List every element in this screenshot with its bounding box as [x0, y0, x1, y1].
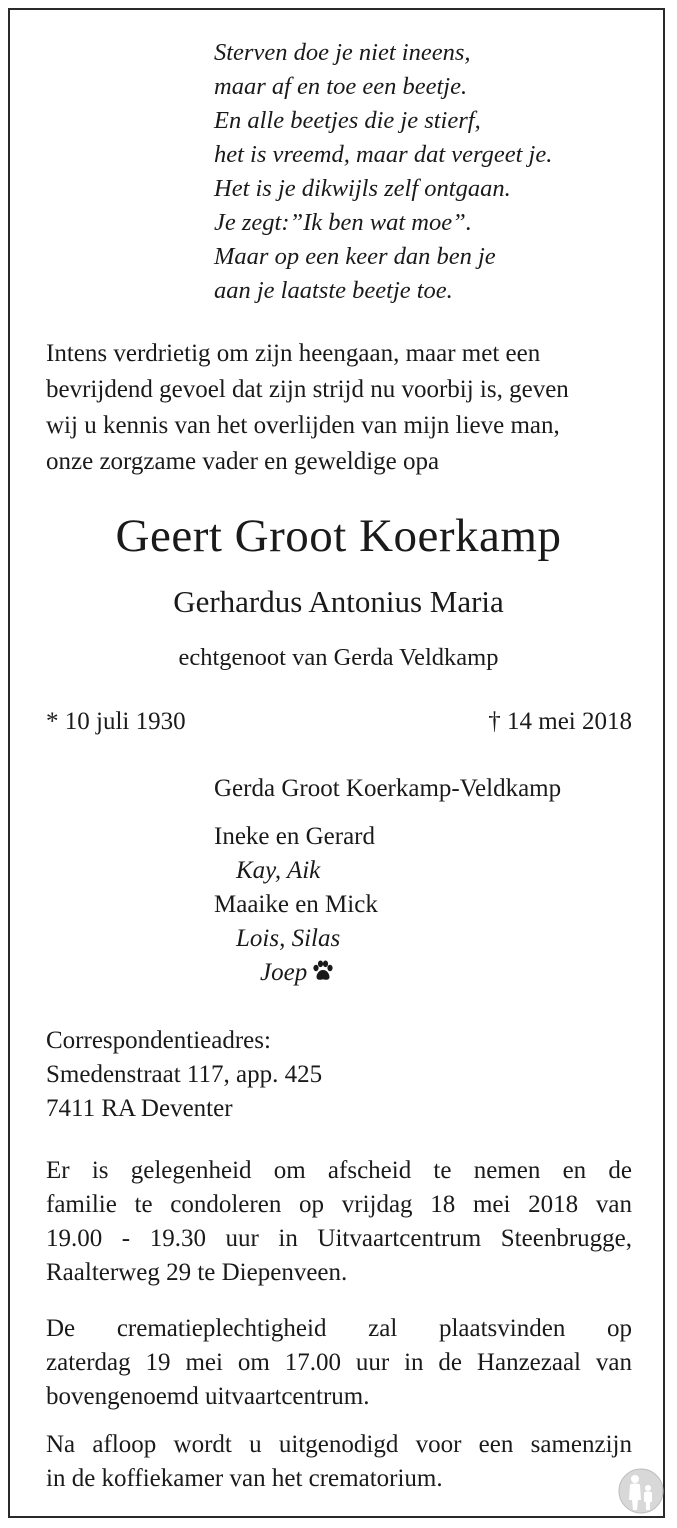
paragraph-line: 19.00 - 19.30 uur in Uitvaartcentrum Steenbrugge, — [46, 1225, 632, 1252]
deceased-name: Geert Groot Koerkamp — [115, 510, 562, 562]
paragraph-line: Er is gelegenheid om afscheid te nemen en de — [46, 1157, 632, 1184]
cremation-paragraph — [46, 1312, 632, 1414]
family-children: Kay, Aik — [236, 857, 321, 884]
family-grandchild-row — [214, 956, 561, 990]
poem-line: Je zegt:”Ik ben wat moe”. — [214, 209, 472, 236]
family-children: Lois, Silas — [236, 925, 341, 952]
paragraph-line: in de koffiekamer van het crematorium. — [46, 1465, 443, 1492]
paragraph-line: Na afloop wordt u uitgenodigd voor een samenzijn — [46, 1431, 632, 1458]
correspondence-address — [46, 1024, 322, 1126]
address-street: Smedenstraat 117, app. 425 — [46, 1061, 323, 1088]
paragraph-line: Raalterweg 29 te Diepenveen. — [46, 1259, 348, 1286]
deceased-full-name: Gerhardus Antonius Maria — [173, 584, 504, 619]
intro-line: onze zorgzame vader en geweldige opa — [46, 448, 440, 475]
death-date: † 14 mei 2018 — [488, 708, 632, 735]
paragraph-line: De crematieplechtigheid zal plaatsvinden op — [46, 1315, 632, 1342]
family-couple: Maaike en Mick — [214, 891, 378, 918]
intro-line: Intens verdrietig om zijn heengaan, maar met een — [46, 340, 541, 367]
funeral-site-logo-icon — [617, 1464, 665, 1518]
poem-line: maar af en toe een beetje. — [214, 73, 468, 100]
paragraph-line: familie te condoleren op vrijdag 18 mei 2018 van — [46, 1191, 632, 1218]
intro-line: wij u kennis van het overlijden van mijn lieve man, — [46, 412, 560, 439]
family-grandchild: Joep — [260, 959, 308, 986]
poem — [214, 36, 552, 308]
address-label: Correspondentieadres: — [46, 1027, 271, 1054]
birth-date: * 10 juli 1930 — [46, 708, 186, 735]
paragraph-line: bovengenoemd uitvaartcentrum. — [46, 1383, 370, 1410]
poem-line: het is vreemd, maar dat vergeet je. — [214, 141, 553, 168]
family-couple: Ineke en Gerard — [214, 823, 376, 850]
family-spouse: Gerda Groot Koerkamp-Veldkamp — [214, 775, 562, 802]
poem-line: Maar op een keer dan ben je — [214, 243, 496, 270]
family-list — [214, 772, 561, 990]
address-city: 7411 RA Deventer — [46, 1095, 233, 1122]
intro-line: bevrijdend gevoel dat zijn strijd nu voorbij is, geven — [46, 376, 569, 403]
closing-paragraph — [46, 1428, 632, 1496]
poem-line: Het is je dikwijls zelf ontgaan. — [214, 175, 511, 202]
poem-line: aan je laatste beetje toe. — [214, 277, 453, 304]
paw-print-icon — [311, 959, 335, 993]
paragraph-line: zaterdag 19 mei om 17.00 uur in de Hanzezaal van — [46, 1349, 632, 1376]
poem-line: En alle beetjes die je stierf, — [214, 107, 481, 134]
intro-text — [46, 336, 634, 480]
poem-line: Sterven doe je niet ineens, — [214, 39, 471, 66]
condolence-paragraph — [46, 1154, 632, 1290]
spouse-relation: echtgenoot van Gerda Veldkamp — [178, 644, 499, 671]
